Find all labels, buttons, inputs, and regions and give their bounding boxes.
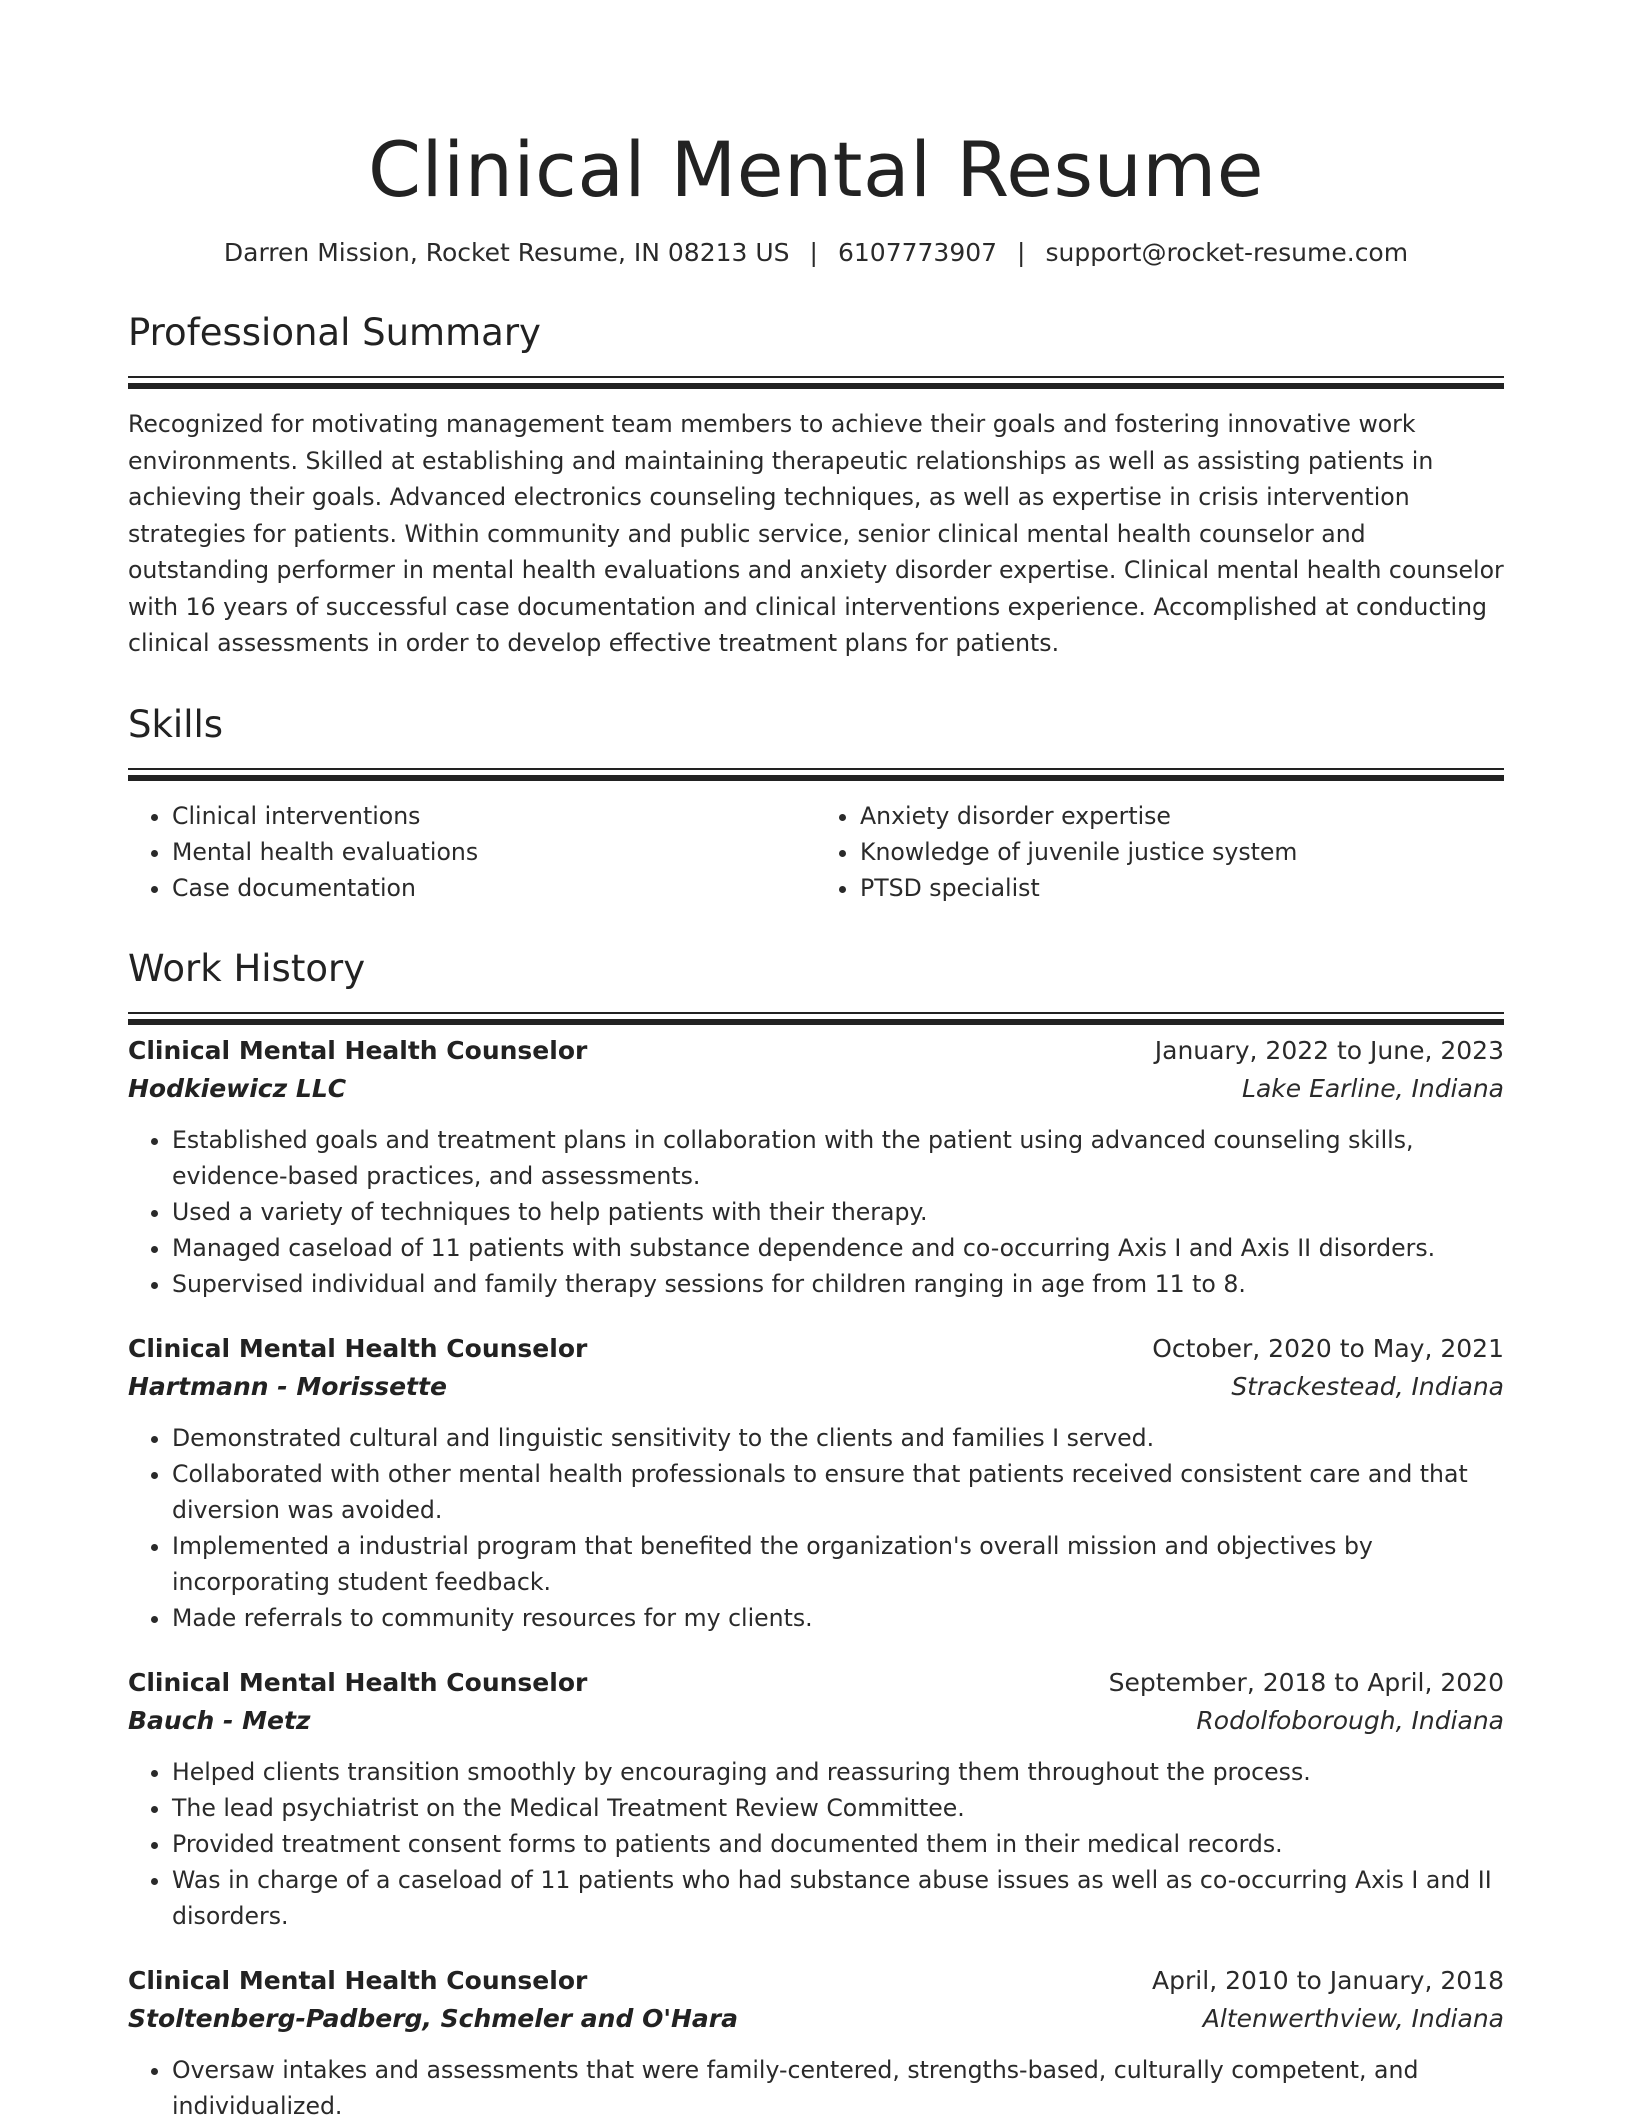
section-divider: [128, 1012, 1504, 1014]
job-bullet: • Helped clients transition smoothly by encouraging and reassuring them throughout the process.: [172, 1754, 1504, 1790]
work-history-section: [128, 946, 1504, 2124]
skill-item: • Clinical interventions: [172, 798, 816, 834]
job-dates: September, 2018 to April, 2020: [1108, 1667, 1504, 1697]
job-company: Hodkiewicz LLC: [128, 1073, 347, 1103]
contact-separator: |: [1017, 238, 1026, 267]
job-entry: [128, 1330, 1504, 1636]
job-entry: [128, 1962, 1504, 2124]
skill-item: • PTSD specialist: [860, 870, 1504, 906]
job-bullet: • Demonstrated cultural and linguistic sensitivity to the clients and families I served.: [172, 1420, 1504, 1456]
job-bullet: • Oversaw intakes and assessments that were family-centered, strengths-based, culturally competent, and individualized.: [172, 2052, 1504, 2124]
skills-column-right: [816, 798, 1504, 906]
skills-list: [128, 798, 1504, 906]
section-divider: [128, 376, 1504, 378]
job-bullet: • Collaborated with other mental health professionals to ensure that patients received consistent care and that diversion was avoided.: [172, 1456, 1504, 1528]
job-bullets: [128, 1420, 1504, 1636]
contact-separator: |: [809, 238, 818, 267]
skills-heading: Skills: [128, 702, 224, 746]
job-company: Hartmann - Morissette: [128, 1371, 447, 1401]
skill-item: • Anxiety disorder expertise: [860, 798, 1504, 834]
job-location: Altenwerthview, Indiana: [1202, 2003, 1504, 2033]
job-dates: January, 2022 to June, 2023: [1154, 1035, 1504, 1065]
section-divider: [128, 768, 1504, 770]
skills-column-left: [128, 798, 816, 906]
job-bullet: • Established goals and treatment plans in collaboration with the patient using advanced counseling skills, evidence-based practices, and assessments.: [172, 1122, 1504, 1194]
job-entry: [128, 1664, 1504, 1934]
job-bullet: • Implemented a industrial program that benefited the organization's overall mission and objectives by incorporating student feedback.: [172, 1528, 1504, 1600]
job-company: Stoltenberg-Padberg, Schmeler and O'Hara: [128, 2003, 738, 2033]
job-dates: October, 2020 to May, 2021: [1152, 1333, 1504, 1363]
job-bullet: • Was in charge of a caseload of 11 patients who had substance abuse issues as well as co-occurring Axis I and II disorders.: [172, 1862, 1504, 1934]
job-bullets: [128, 1122, 1504, 1302]
job-bullets: [128, 2052, 1504, 2124]
job-bullets: [128, 1754, 1504, 1934]
job-entry: [128, 1032, 1504, 1302]
job-location: Strackestead, Indiana: [1231, 1371, 1504, 1401]
contact-line: [128, 236, 1504, 270]
job-title: Clinical Mental Health Counselor: [128, 1667, 588, 1697]
job-dates: April, 2010 to January, 2018: [1152, 1965, 1504, 1995]
summary-section: [128, 310, 1504, 662]
job-bullet: • Supervised individual and family therapy sessions for children ranging in age from 11 to 8.: [172, 1266, 1504, 1302]
contact-address: Darren Mission, Rocket Resume, IN 08213 US: [223, 238, 790, 267]
skills-section: [128, 702, 1504, 906]
resume-title: Clinical Mental Resume: [367, 125, 1265, 214]
job-location: Lake Earline, Indiana: [1242, 1073, 1504, 1103]
job-bullet: • Used a variety of techniques to help patients with their therapy.: [172, 1194, 1504, 1230]
job-bullet: • Managed caseload of 11 patients with substance dependence and co-occurring Axis I and Axis II disorders.: [172, 1230, 1504, 1266]
contact-email: support@rocket-resume.com: [1045, 238, 1409, 267]
contact-phone: 6107773907: [837, 238, 998, 267]
job-company: Bauch - Metz: [128, 1705, 311, 1735]
work-history-heading: Work History: [128, 946, 366, 990]
job-bullet: • Provided treatment consent forms to patients and documented them in their medical records.: [172, 1826, 1504, 1862]
job-title: Clinical Mental Health Counselor: [128, 1035, 588, 1065]
job-title: Clinical Mental Health Counselor: [128, 1965, 588, 1995]
job-title: Clinical Mental Health Counselor: [128, 1333, 588, 1363]
summary-heading: Professional Summary: [128, 311, 541, 354]
skill-item: • Knowledge of juvenile justice system: [860, 834, 1504, 870]
job-location: Rodolfoborough, Indiana: [1196, 1705, 1504, 1735]
skill-item: • Case documentation: [172, 870, 816, 906]
job-bullet: • Made referrals to community resources for my clients.: [172, 1600, 1504, 1636]
resume-page: [128, 0, 1504, 2124]
summary-text: Recognized for motivating management team members to achieve their goals and fostering innovative work environments. Skilled at establishing and maintaining therapeutic relationships as well as assisting patients in achieving their goals. Advanced electronics counseling techniques, as well as expertise in crisis intervention strategies for patients. Within community and public service, senior clinical mental health counselor and outstanding performer in mental health evaluations and anxiety disorder expertise. Clinical mental health counselor with 16 years of successful case documentation and clinical interventions experience. Accomplished at conducting clinical assessments in order to develop effective treatment plans for patients.: [128, 410, 1504, 657]
skill-item: • Mental health evaluations: [172, 834, 816, 870]
job-bullet: • The lead psychiatrist on the Medical Treatment Review Committee.: [172, 1790, 1504, 1826]
